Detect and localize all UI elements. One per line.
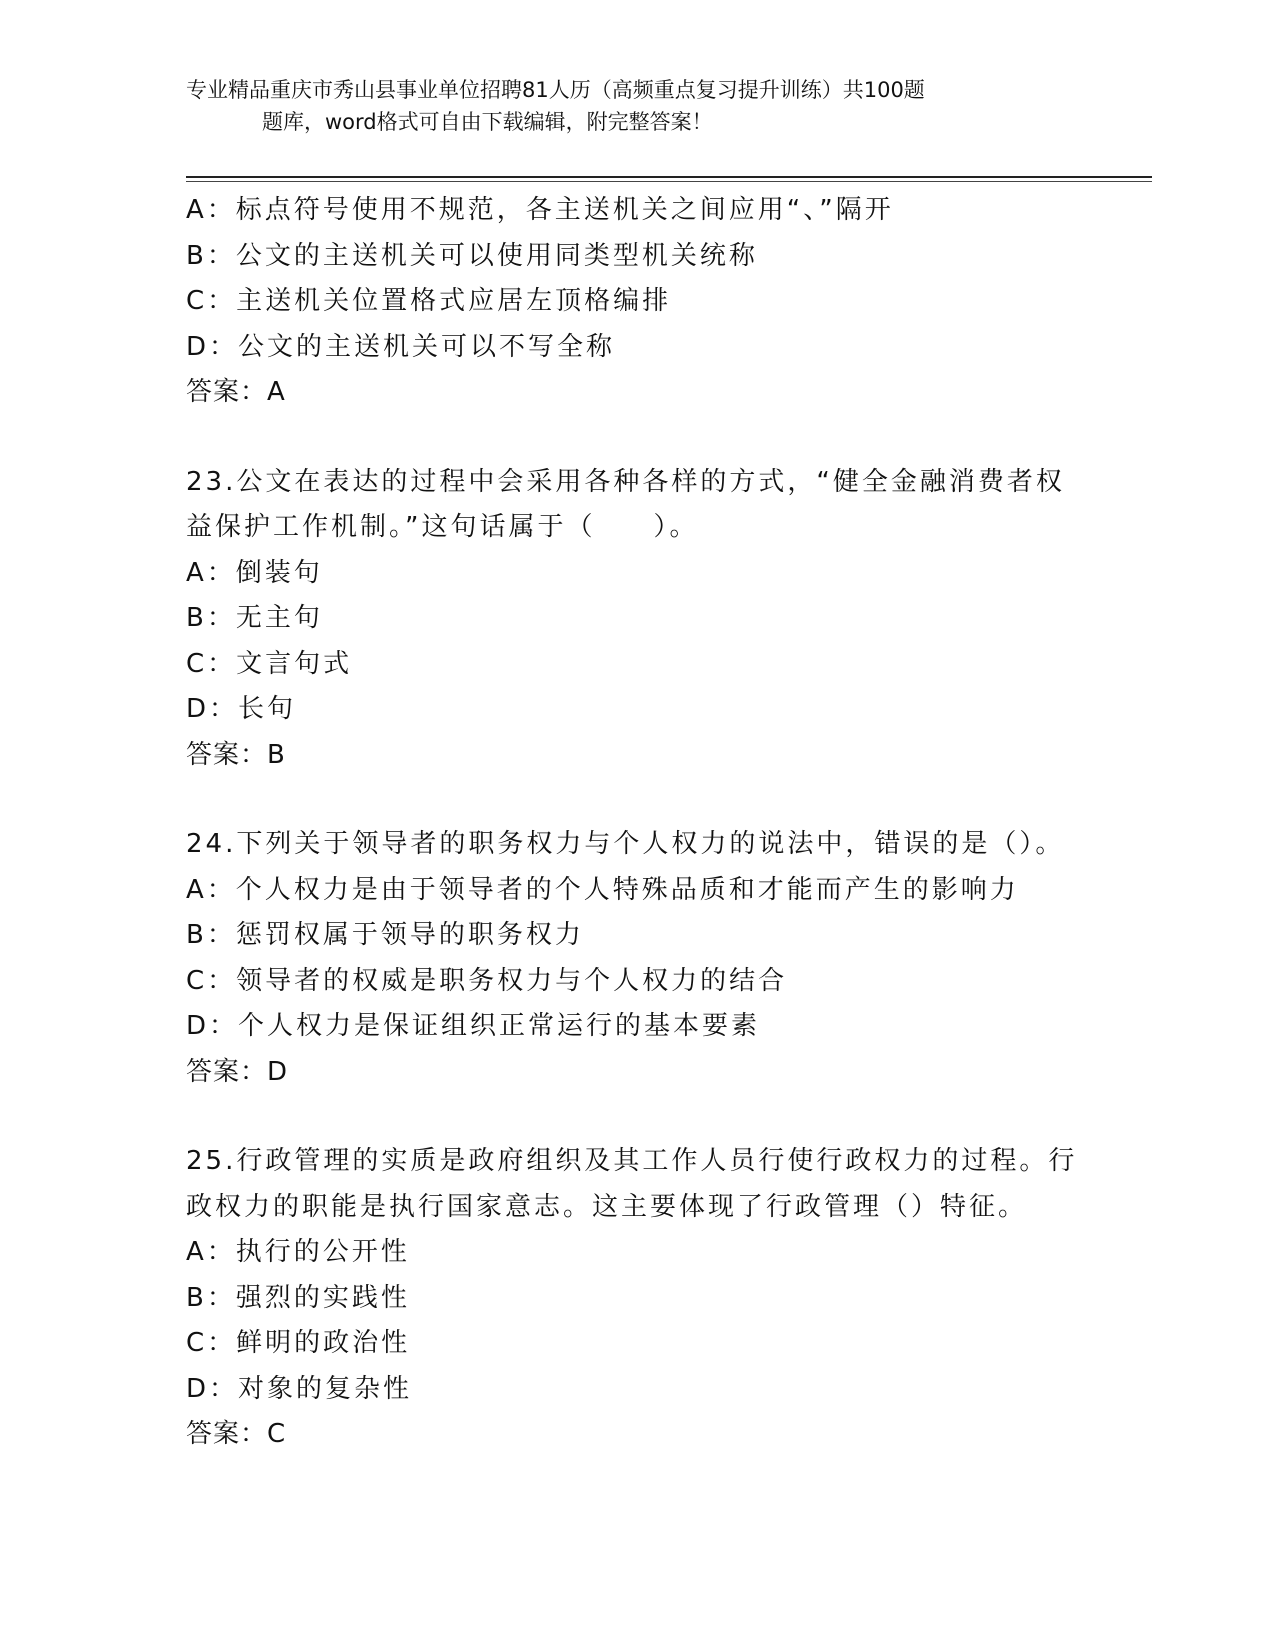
option-a: A：标点符号使用不规范，各主送机关之间应用“、”隔开 bbox=[186, 195, 894, 225]
option-b: B：强烈的实践性 bbox=[186, 1282, 410, 1313]
option-a: A：个人权力是由于领导者的个人特殊品质和才能而产生的影响力 bbox=[186, 874, 1019, 905]
header-title-line-1: 专业精品重庆市秀山县事业单位招聘81人历（高频重点复习提升训练）共100题 bbox=[186, 78, 925, 102]
document-header bbox=[186, 74, 1066, 138]
option-d: D：个人权力是保证组织正常运行的基本要素 bbox=[186, 1011, 761, 1041]
question-block-25 bbox=[186, 1139, 1086, 1458]
option-b: B：无主句 bbox=[186, 603, 323, 633]
option-a: A：倒装句 bbox=[186, 557, 323, 588]
question-stem-line: 益保护工作机制。”这句话属于（ ）。 bbox=[186, 512, 699, 542]
answer: 答案：A bbox=[186, 377, 286, 407]
header-divider-thick bbox=[186, 176, 1152, 178]
header-title-line-2: 题库，word格式可自由下载编辑，附完整答案！ bbox=[262, 110, 713, 134]
option-c: C：鲜明的政治性 bbox=[186, 1328, 411, 1358]
option-b: B：惩罚权属于领导的职务权力 bbox=[186, 920, 584, 950]
option-b: B：公文的主送机关可以使用同类型机关统称 bbox=[186, 240, 758, 271]
option-a: A：执行的公开性 bbox=[186, 1237, 410, 1267]
option-d: D：对象的复杂性 bbox=[186, 1373, 413, 1404]
option-c: C：主送机关位置格式应居左顶格编排 bbox=[186, 286, 672, 316]
question-stem-line: 24.下列关于领导者的职务权力与个人权力的说法中，错误的是（）。 bbox=[186, 829, 1065, 859]
answer: 答案：B bbox=[186, 739, 286, 770]
answer: 答案：C bbox=[186, 1419, 287, 1449]
option-d: D：长句 bbox=[186, 694, 297, 724]
answer: 答案：D bbox=[186, 1056, 289, 1087]
option-d: D：公文的主送机关可以不写全称 bbox=[186, 331, 616, 362]
question-stem-line: 23.公文在表达的过程中会采用各种各样的方式，“健全金融消费者权 bbox=[186, 466, 1065, 497]
question-block-22 bbox=[186, 188, 1086, 416]
question-block-23 bbox=[186, 460, 1086, 779]
question-block-24 bbox=[186, 822, 1086, 1095]
option-c: C：领导者的权威是职务权力与个人权力的结合 bbox=[186, 965, 788, 996]
question-content bbox=[186, 188, 1086, 1458]
question-stem-line: 政权力的职能是执行国家意志。这主要体现了行政管理（）特征。 bbox=[186, 1191, 1028, 1222]
question-stem-line: 25.行政管理的实质是政府组织及其工作人员行使行政权力的过程。行 bbox=[186, 1146, 1078, 1176]
header-divider-thin bbox=[186, 181, 1152, 182]
option-c: C：文言句式 bbox=[186, 648, 353, 679]
